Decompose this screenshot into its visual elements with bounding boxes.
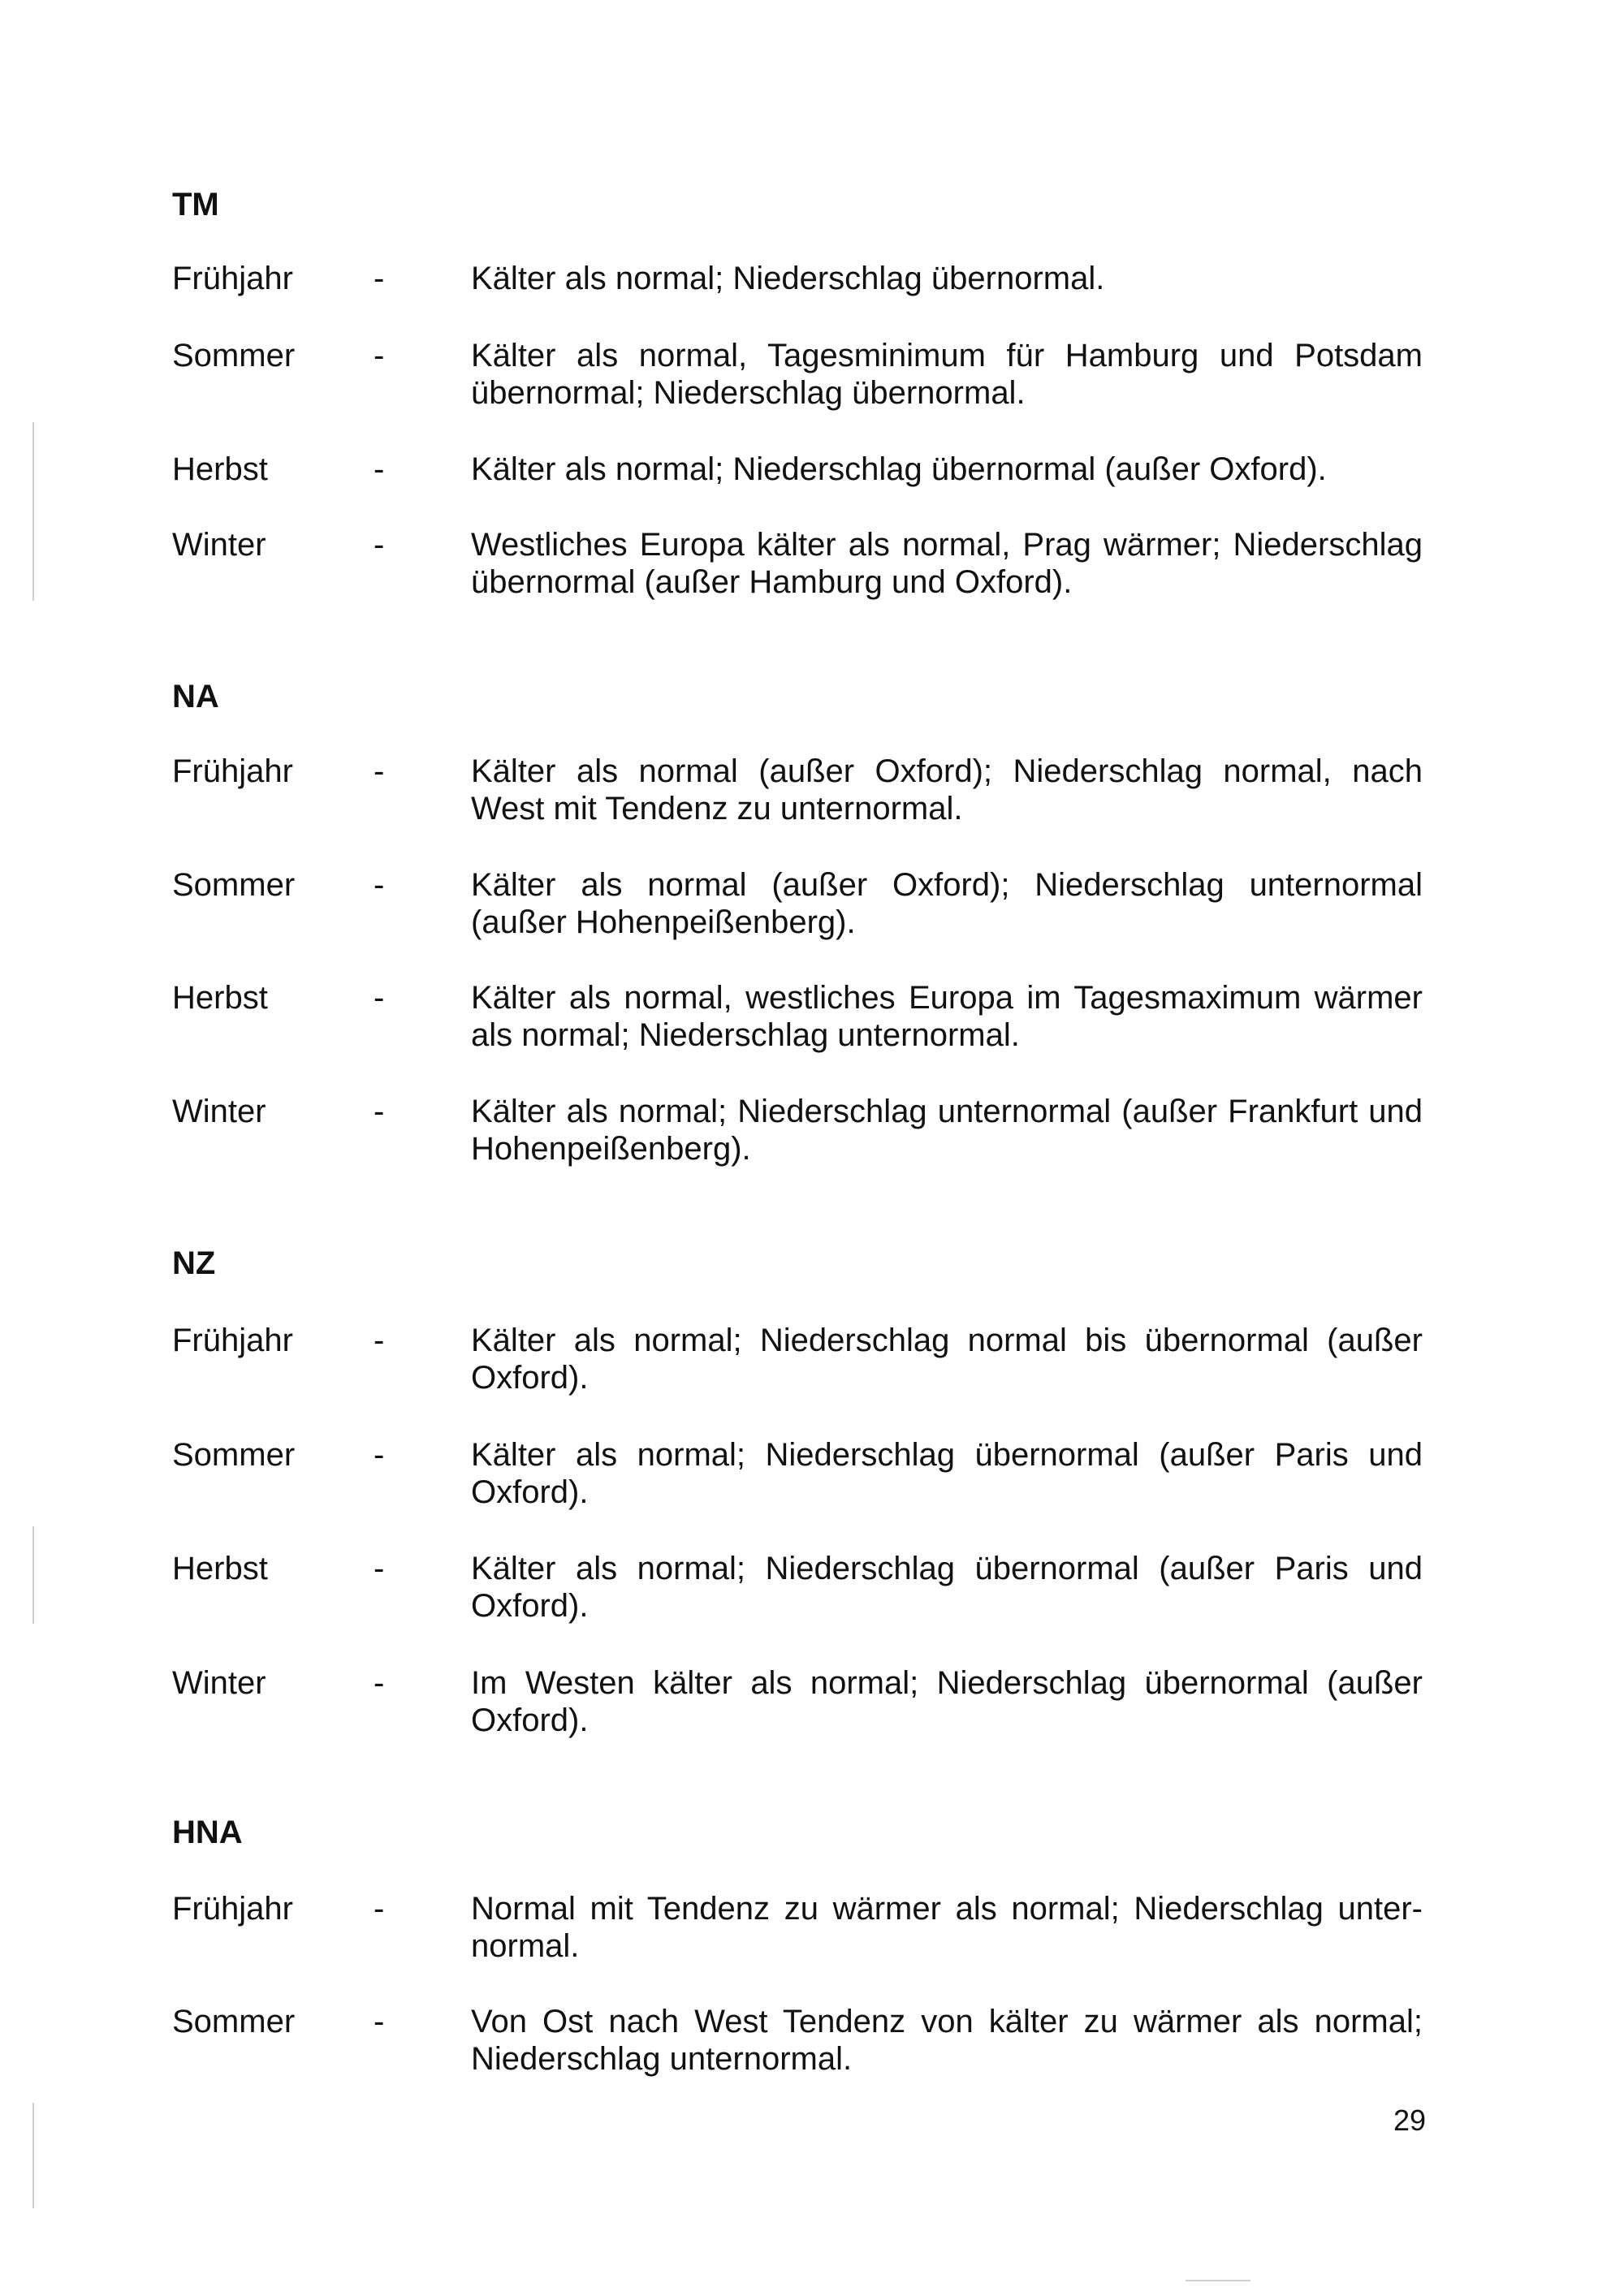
section-heading-na: NA [172, 679, 219, 714]
section-heading-hna: HNA [172, 1815, 243, 1850]
entry-description: Kälter als normal, Tagesminimum für Hamburg und Potsdam übernormal; Niederschlag übernormal. [471, 338, 1423, 411]
dash-separator: - [374, 1665, 385, 1701]
season-label: Frühjahr [172, 753, 293, 789]
dash-separator: - [374, 527, 385, 563]
season-label: Frühjahr [172, 261, 293, 296]
scan-artifact [32, 2103, 34, 2208]
page-number: 29 [1393, 2104, 1426, 2137]
scan-artifact [32, 422, 34, 601]
dash-separator: - [374, 980, 385, 1016]
season-label: Frühjahr [172, 1891, 293, 1927]
entry-description: Kälter als normal; Niederschlag übernormal (außer Paris und Oxford). [471, 1437, 1423, 1510]
dash-separator: - [374, 338, 385, 373]
season-label: Herbst [172, 980, 268, 1016]
season-label: Winter [172, 1094, 266, 1129]
entry-description: Kälter als normal; Niederschlag übernormal (außer Oxford). [471, 451, 1327, 487]
entry-description: Kälter als normal; Niederschlag unternormal (außer Frankfurt und Hohenpeißenberg). [471, 1094, 1423, 1167]
entry-description: Kälter als normal, westliches Europa im Tagesmaximum wärmer als normal; Niederschlag unternormal. [471, 980, 1423, 1053]
dash-separator: - [374, 753, 385, 789]
dash-separator: - [374, 1323, 385, 1358]
dash-separator: - [374, 867, 385, 903]
dash-separator: - [374, 261, 385, 296]
dash-separator: - [374, 1551, 385, 1586]
entry-description: Kälter als normal (außer Oxford); Niederschlag unternormal (außer Hohenpeißenberg). [471, 867, 1423, 940]
season-label: Sommer [172, 867, 296, 903]
scan-artifact [1186, 2280, 1250, 2281]
season-label: Sommer [172, 2004, 296, 2039]
entry-description: Kälter als normal; Niederschlag übernormal. [471, 261, 1105, 296]
entry-description: Kälter als normal (außer Oxford); Niederschlag normal, nach West mit Tendenz zu unternormal. [471, 753, 1423, 826]
season-label: Herbst [172, 1551, 268, 1586]
entry-description: Im Westen kälter als normal; Niederschlag übernormal (außer Oxford). [471, 1665, 1423, 1738]
dash-separator: - [374, 1094, 385, 1129]
entry-description: Normal mit Tendenz zu wärmer als normal; Niederschlag unter-normal. [471, 1891, 1423, 1964]
section-heading-nz: NZ [172, 1245, 216, 1281]
dash-separator: - [374, 451, 385, 487]
season-label: Sommer [172, 1437, 296, 1473]
dash-separator: - [374, 1891, 385, 1927]
scan-artifact [32, 1526, 34, 1624]
dash-separator: - [374, 1437, 385, 1473]
entry-description: Kälter als normal; Niederschlag normal bis übernormal (außer Oxford). [471, 1323, 1423, 1396]
season-label: Winter [172, 527, 266, 563]
entry-description: Kälter als normal; Niederschlag übernormal (außer Paris und Oxford). [471, 1551, 1423, 1624]
section-heading-tm: TM [172, 187, 219, 222]
season-label: Winter [172, 1665, 266, 1701]
dash-separator: - [374, 2004, 385, 2039]
entry-description: Von Ost nach West Tendenz von kälter zu wärmer als normal; Niederschlag unternormal. [471, 2004, 1423, 2077]
entry-description: Westliches Europa kälter als normal, Prag wärmer; Niederschlag übernormal (außer Hamburg und Oxford). [471, 527, 1423, 600]
season-label: Frühjahr [172, 1323, 293, 1358]
season-label: Herbst [172, 451, 268, 487]
season-label: Sommer [172, 338, 296, 373]
